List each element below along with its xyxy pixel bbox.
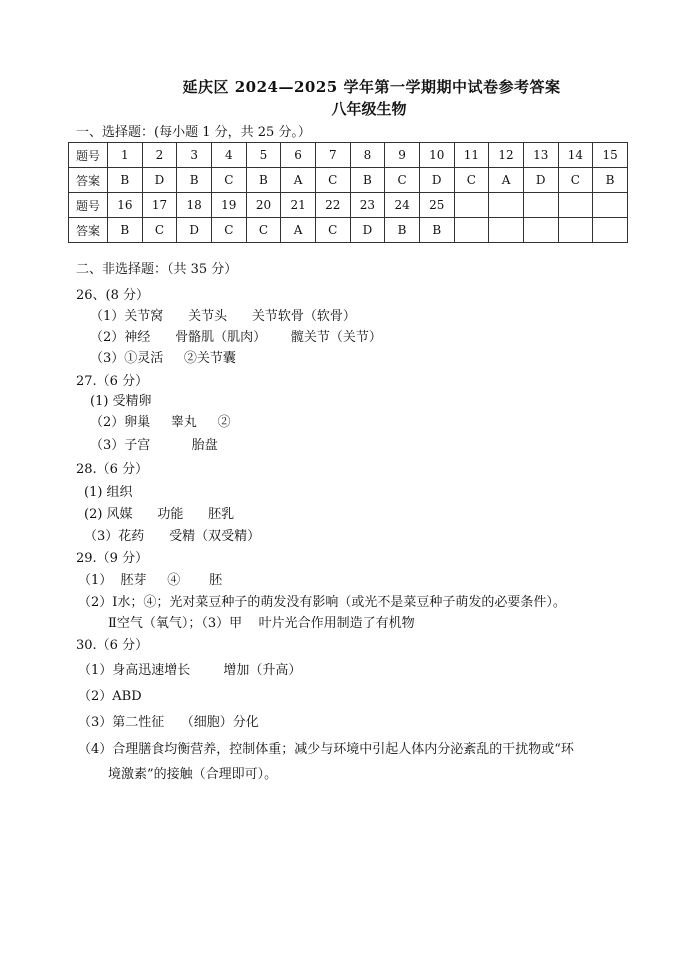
- answer-cell: B: [108, 168, 143, 193]
- answer-cell: B: [177, 168, 212, 193]
- question-number-cell: 16: [108, 193, 143, 218]
- answer-cell: C: [246, 218, 281, 243]
- answer-table-row: [69, 218, 628, 243]
- question-number-cell: 8: [350, 143, 385, 168]
- answer-line: （2）卵巢 睾丸 ②: [90, 415, 231, 430]
- question-number-cell: 12: [489, 143, 524, 168]
- answer-cell: C: [558, 168, 593, 193]
- answer-line: （4）合理膳食均衡营养，控制体重；减少与环境中引起人体内分泌紊乱的干扰物或“环: [78, 742, 574, 757]
- row-label: 题号: [69, 193, 108, 218]
- answer-cell: D: [523, 168, 558, 193]
- question-number-cell: 24: [385, 193, 420, 218]
- row-label: 答案: [69, 218, 108, 243]
- question-number-cell: 19: [211, 193, 246, 218]
- question-number-cell: 18: [177, 193, 212, 218]
- question-number-cell: [454, 193, 489, 218]
- answer-line: 境激素”的接触（合理即可）。: [108, 767, 278, 782]
- question-number-cell: 10: [419, 143, 454, 168]
- question-number-cell: 21: [281, 193, 316, 218]
- answer-cell: B: [419, 218, 454, 243]
- answer-cell: C: [211, 218, 246, 243]
- answer-cell: C: [315, 218, 350, 243]
- answer-cell: [593, 218, 628, 243]
- question-number-cell: [593, 193, 628, 218]
- question-27-header: 27.（6 分）: [76, 374, 149, 389]
- answer-line: （1）身高迅速增长 增加（升高）: [78, 663, 302, 678]
- answer-cell: C: [315, 168, 350, 193]
- question-28-header: 28.（6 分）: [76, 462, 149, 477]
- question-number-cell: 2: [142, 143, 177, 168]
- answer-cell: A: [489, 168, 524, 193]
- answer-cell: B: [350, 168, 385, 193]
- answer-cell: D: [142, 168, 177, 193]
- question-number-cell: [489, 193, 524, 218]
- part1-heading: 一、选择题：(每小题 1 分，共 25 分。）: [76, 125, 311, 140]
- answer-table: [68, 142, 628, 243]
- row-label: 答案: [69, 168, 108, 193]
- answer-cell: [558, 218, 593, 243]
- question-number-cell: 11: [454, 143, 489, 168]
- answer-line: （1） 胚芽 ④ 胚: [78, 573, 223, 588]
- question-number-cell: 9: [385, 143, 420, 168]
- question-number-cell: [523, 193, 558, 218]
- question-number-cell: 6: [281, 143, 316, 168]
- answer-line: （2）神经 骨骼肌（肌肉） 髋关节（关节）: [90, 330, 382, 345]
- row-label: 题号: [69, 143, 108, 168]
- document-title: 延庆区 2024—2025 学年第一学期期中试卷参考答案: [182, 78, 561, 96]
- answer-line: (2) 风媒 功能 胚乳: [84, 507, 235, 522]
- answer-cell: D: [419, 168, 454, 193]
- question-number-cell: 3: [177, 143, 212, 168]
- answer-cell: C: [211, 168, 246, 193]
- question-number-cell: 23: [350, 193, 385, 218]
- answer-line: （3）花药 受精（双受精）: [84, 529, 261, 544]
- answer-cell: A: [281, 168, 316, 193]
- question-30-header: 30.（6 分）: [76, 638, 149, 653]
- answer-cell: A: [281, 218, 316, 243]
- answer-cell: B: [108, 218, 143, 243]
- answer-line: （3）子宫 胎盘: [90, 438, 218, 453]
- part2-heading: 二、非选择题：（共 35 分）: [76, 262, 238, 277]
- answer-line: （1）关节窝 关节头 关节软骨（软骨）: [90, 309, 356, 324]
- answer-cell: [489, 218, 524, 243]
- answer-cell: [454, 218, 489, 243]
- question-number-cell: 17: [142, 193, 177, 218]
- answer-line: Ⅱ空气（氧气）；（3）甲 叶片光合作用制造了有机物: [108, 616, 415, 631]
- question-number-cell: 13: [523, 143, 558, 168]
- answer-cell: C: [385, 168, 420, 193]
- answer-cell: B: [246, 168, 281, 193]
- question-number-cell: 4: [211, 143, 246, 168]
- question-number-cell: [558, 193, 593, 218]
- question-26-header: 26、(8 分）: [76, 288, 150, 303]
- answer-line: （3）①灵活 ②关节囊: [90, 351, 236, 366]
- answer-table-row: [69, 168, 628, 193]
- answer-cell: D: [177, 218, 212, 243]
- answer-table-row: [69, 143, 628, 168]
- question-number-cell: 5: [246, 143, 281, 168]
- answer-cell: D: [350, 218, 385, 243]
- answer-table-row: [69, 193, 628, 218]
- question-number-cell: 14: [558, 143, 593, 168]
- answer-line: (1) 受精卵: [90, 394, 152, 409]
- question-number-cell: 22: [315, 193, 350, 218]
- question-number-cell: 7: [315, 143, 350, 168]
- answer-cell: C: [142, 218, 177, 243]
- answer-line: （3）第二性征 （细胞）分化: [78, 715, 259, 730]
- answer-cell: B: [593, 168, 628, 193]
- answer-line: （2）ABD: [78, 689, 142, 704]
- question-number-cell: 20: [246, 193, 281, 218]
- answer-cell: B: [385, 218, 420, 243]
- answer-cell: C: [454, 168, 489, 193]
- question-29-header: 29.（9 分）: [76, 551, 149, 566]
- answer-line: (1) 组织: [84, 485, 133, 500]
- question-number-cell: 15: [593, 143, 628, 168]
- document-subtitle: 八年级生物: [331, 100, 407, 118]
- question-number-cell: 25: [419, 193, 454, 218]
- question-number-cell: 1: [108, 143, 143, 168]
- answer-cell: [523, 218, 558, 243]
- answer-line: （2）Ⅰ水；④；光对菜豆种子的萌发没有影响（或光不是菜豆种子萌发的必要条件）。: [78, 595, 566, 610]
